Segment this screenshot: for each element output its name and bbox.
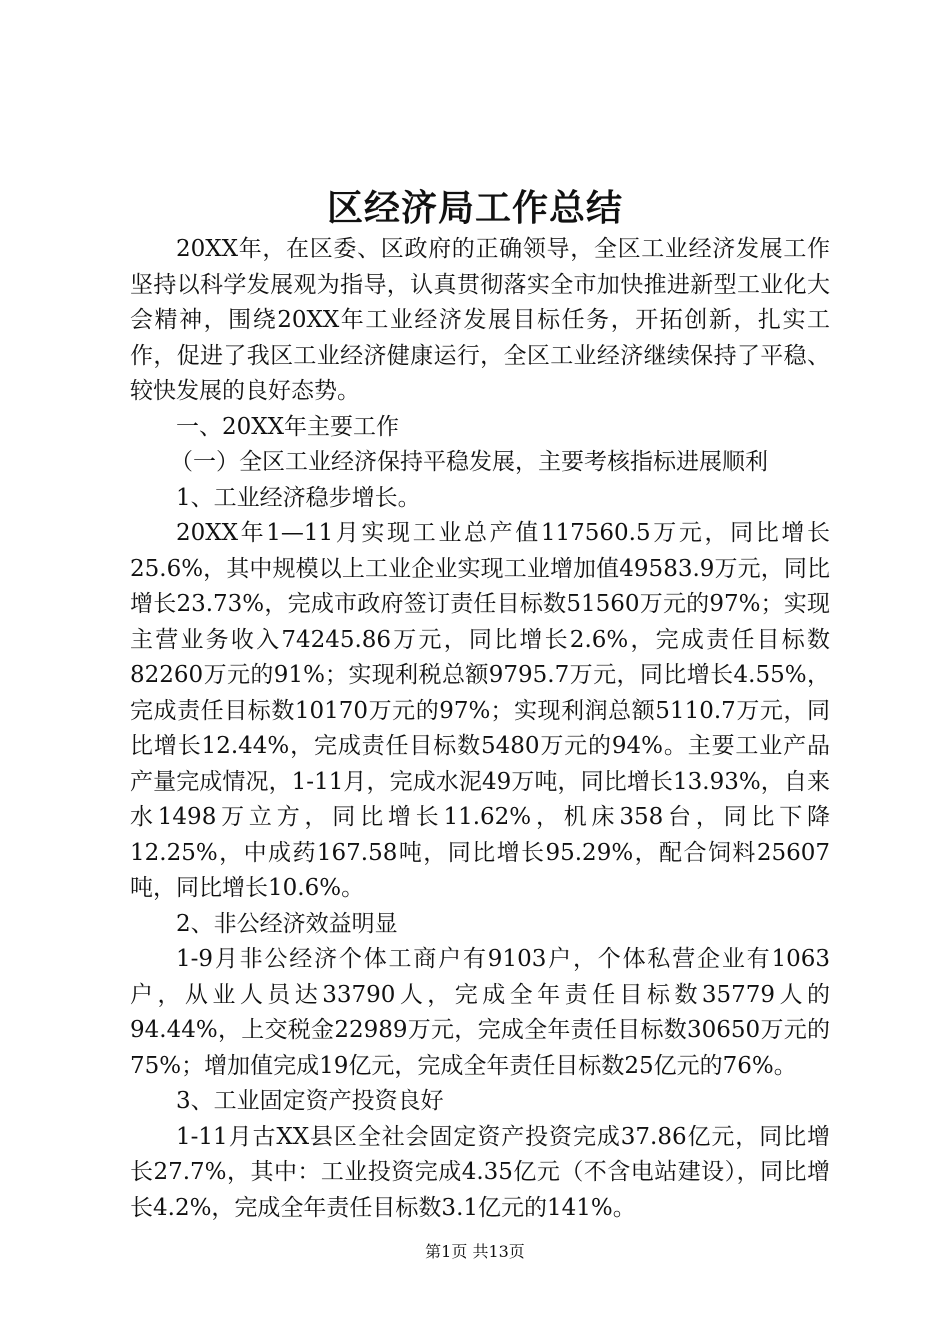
- paragraph-investment-details: 1-11月古XX县区全社会固定资产投资完成37.86亿元，同比增长27.7%，其中：工业投资完成4.35亿元（不含电站建设），同比增长4.2%，完成全年责任目标数3.1亿元的141%。: [130, 1123, 830, 1221]
- paragraph-growth-details: 20XX年1—11月实现工业总产值117560.5万元，同比增长25.6%，其中规模以上工业企业实现工业增加值49583.9万元，同比增长23.73%，完成市政府签订责任目标数51560万元的97%；实现主营业务收入74245.86万元，同比增长2.6%，完成责任目标数82260万元的91%；实现利税总额9795.7万元，同比增长4.55%，完成责任目标数10170万元的97%；实现利润总额5110.7万元，同比增长12.44%，完成责任目标数5480万元的94%。主要工业产品产量完成情况，1-11月，完成水泥49万吨，同比增长13.93%，自来水1498万立方，同比增长11.62%，机床358台，同比下降12.25%，中成药167.58吨，同比增长95.29%，配合饲料25607吨，同比增长10.6%。: [130, 520, 830, 901]
- item-heading-fixed-asset-investment: 3、工业固定资产投资良好: [176, 1088, 444, 1114]
- section-heading-main-work: 一、20XX年主要工作: [176, 413, 400, 440]
- item-heading-non-public-economy: 2、非公经济效益明显: [176, 910, 398, 937]
- document-body: [130, 232, 830, 1226]
- paragraph-non-public-details: 1-9月非公经济个体工商户有9103户，个体私营企业有1063户，从业人员达33790人，完成全年责任目标数35779人的94.44%，上交税金22989万元，完成全年责任目标数30650万元的75%；增加值完成19亿元，完成全年责任目标数25亿元的76%。: [130, 946, 830, 1079]
- intro-paragraph: 20XX年，在区委、区政府的正确领导，全区工业经济发展工作坚持以科学发展观为指导，认真贯彻落实全市加快推进新型工业化大会精神，围绕20XX年工业经济发展目标任务，开拓创新，扎实工作，促进了我区工业经济健康运行，全区工业经济继续保持了平稳、较快发展的良好态势。: [130, 236, 830, 404]
- document-title: 区经济局工作总结: [326, 187, 623, 229]
- page-footer: 第1页 共13页: [425, 1242, 525, 1261]
- subsection-heading-industrial-economy: （一）全区工业经济保持平稳发展，主要考核指标进展顺利: [170, 449, 768, 475]
- item-heading-steady-growth: 1、工业经济稳步增长。: [176, 484, 421, 511]
